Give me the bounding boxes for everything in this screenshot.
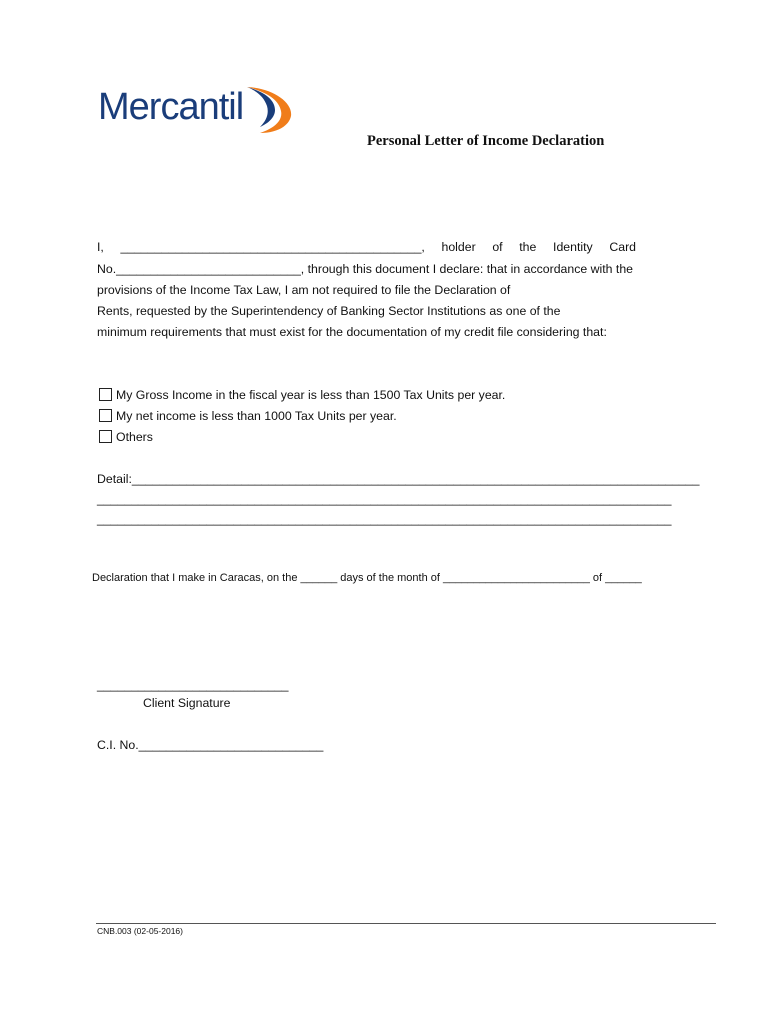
text-of: of	[492, 240, 503, 254]
text-identity: Identity	[553, 240, 593, 254]
paragraph-line-5: minimum requirements that must exist for the documentation of my credit file considering that:	[97, 325, 607, 339]
logo-text: Mercantil	[98, 86, 244, 128]
detail-line-2[interactable]: ____________________________________________________________________________________	[97, 492, 672, 506]
name-blank: ____________________________________________,	[120, 240, 425, 254]
option-net-income[interactable]	[99, 409, 397, 423]
option-gross-income[interactable]	[99, 388, 505, 402]
text-the: the	[519, 240, 537, 254]
signature-label: Client Signature	[143, 696, 231, 710]
footer-divider	[96, 923, 716, 924]
option-label: My Gross Income in the fiscal year is less than 1500 Tax Units per year.	[116, 388, 506, 402]
document-title: Personal Letter of Income Declaration	[367, 133, 605, 149]
option-label: Others	[116, 430, 153, 444]
detail-line-1[interactable]: Detail:___________________________________________________________________________________	[97, 472, 700, 486]
checkbox-others[interactable]	[99, 430, 112, 443]
option-others[interactable]	[99, 430, 153, 444]
option-label: My net income is less than 1000 Tax Units per year.	[116, 409, 397, 423]
ci-number-field[interactable]: C.I. No.___________________________	[97, 738, 324, 752]
paragraph-line-2: No.___________________________, through this document I declare: that in accordance with the	[97, 262, 633, 276]
text-holder: holder	[441, 240, 476, 254]
detail-line-3[interactable]: ____________________________________________________________________________________	[97, 512, 672, 526]
signature-line[interactable]: ____________________________	[97, 678, 289, 692]
declaration-line: Declaration that I make in Caracas, on the ______ days of the month of ________________________ of ______	[92, 572, 642, 584]
text-i: I,	[97, 240, 104, 254]
form-code: CNB.003 (02-05-2016)	[97, 926, 183, 936]
paragraph-line-4: Rents, requested by the Superintendency of Banking Sector Institutions as one of the	[97, 304, 561, 318]
paragraph-line-1	[97, 240, 636, 254]
paragraph-line-3: provisions of the Income Tax Law, I am not required to file the Declaration of	[97, 283, 511, 297]
checkbox-net-income[interactable]	[99, 409, 112, 422]
text-card: Card	[609, 240, 636, 254]
checkbox-gross-income[interactable]	[99, 388, 112, 401]
